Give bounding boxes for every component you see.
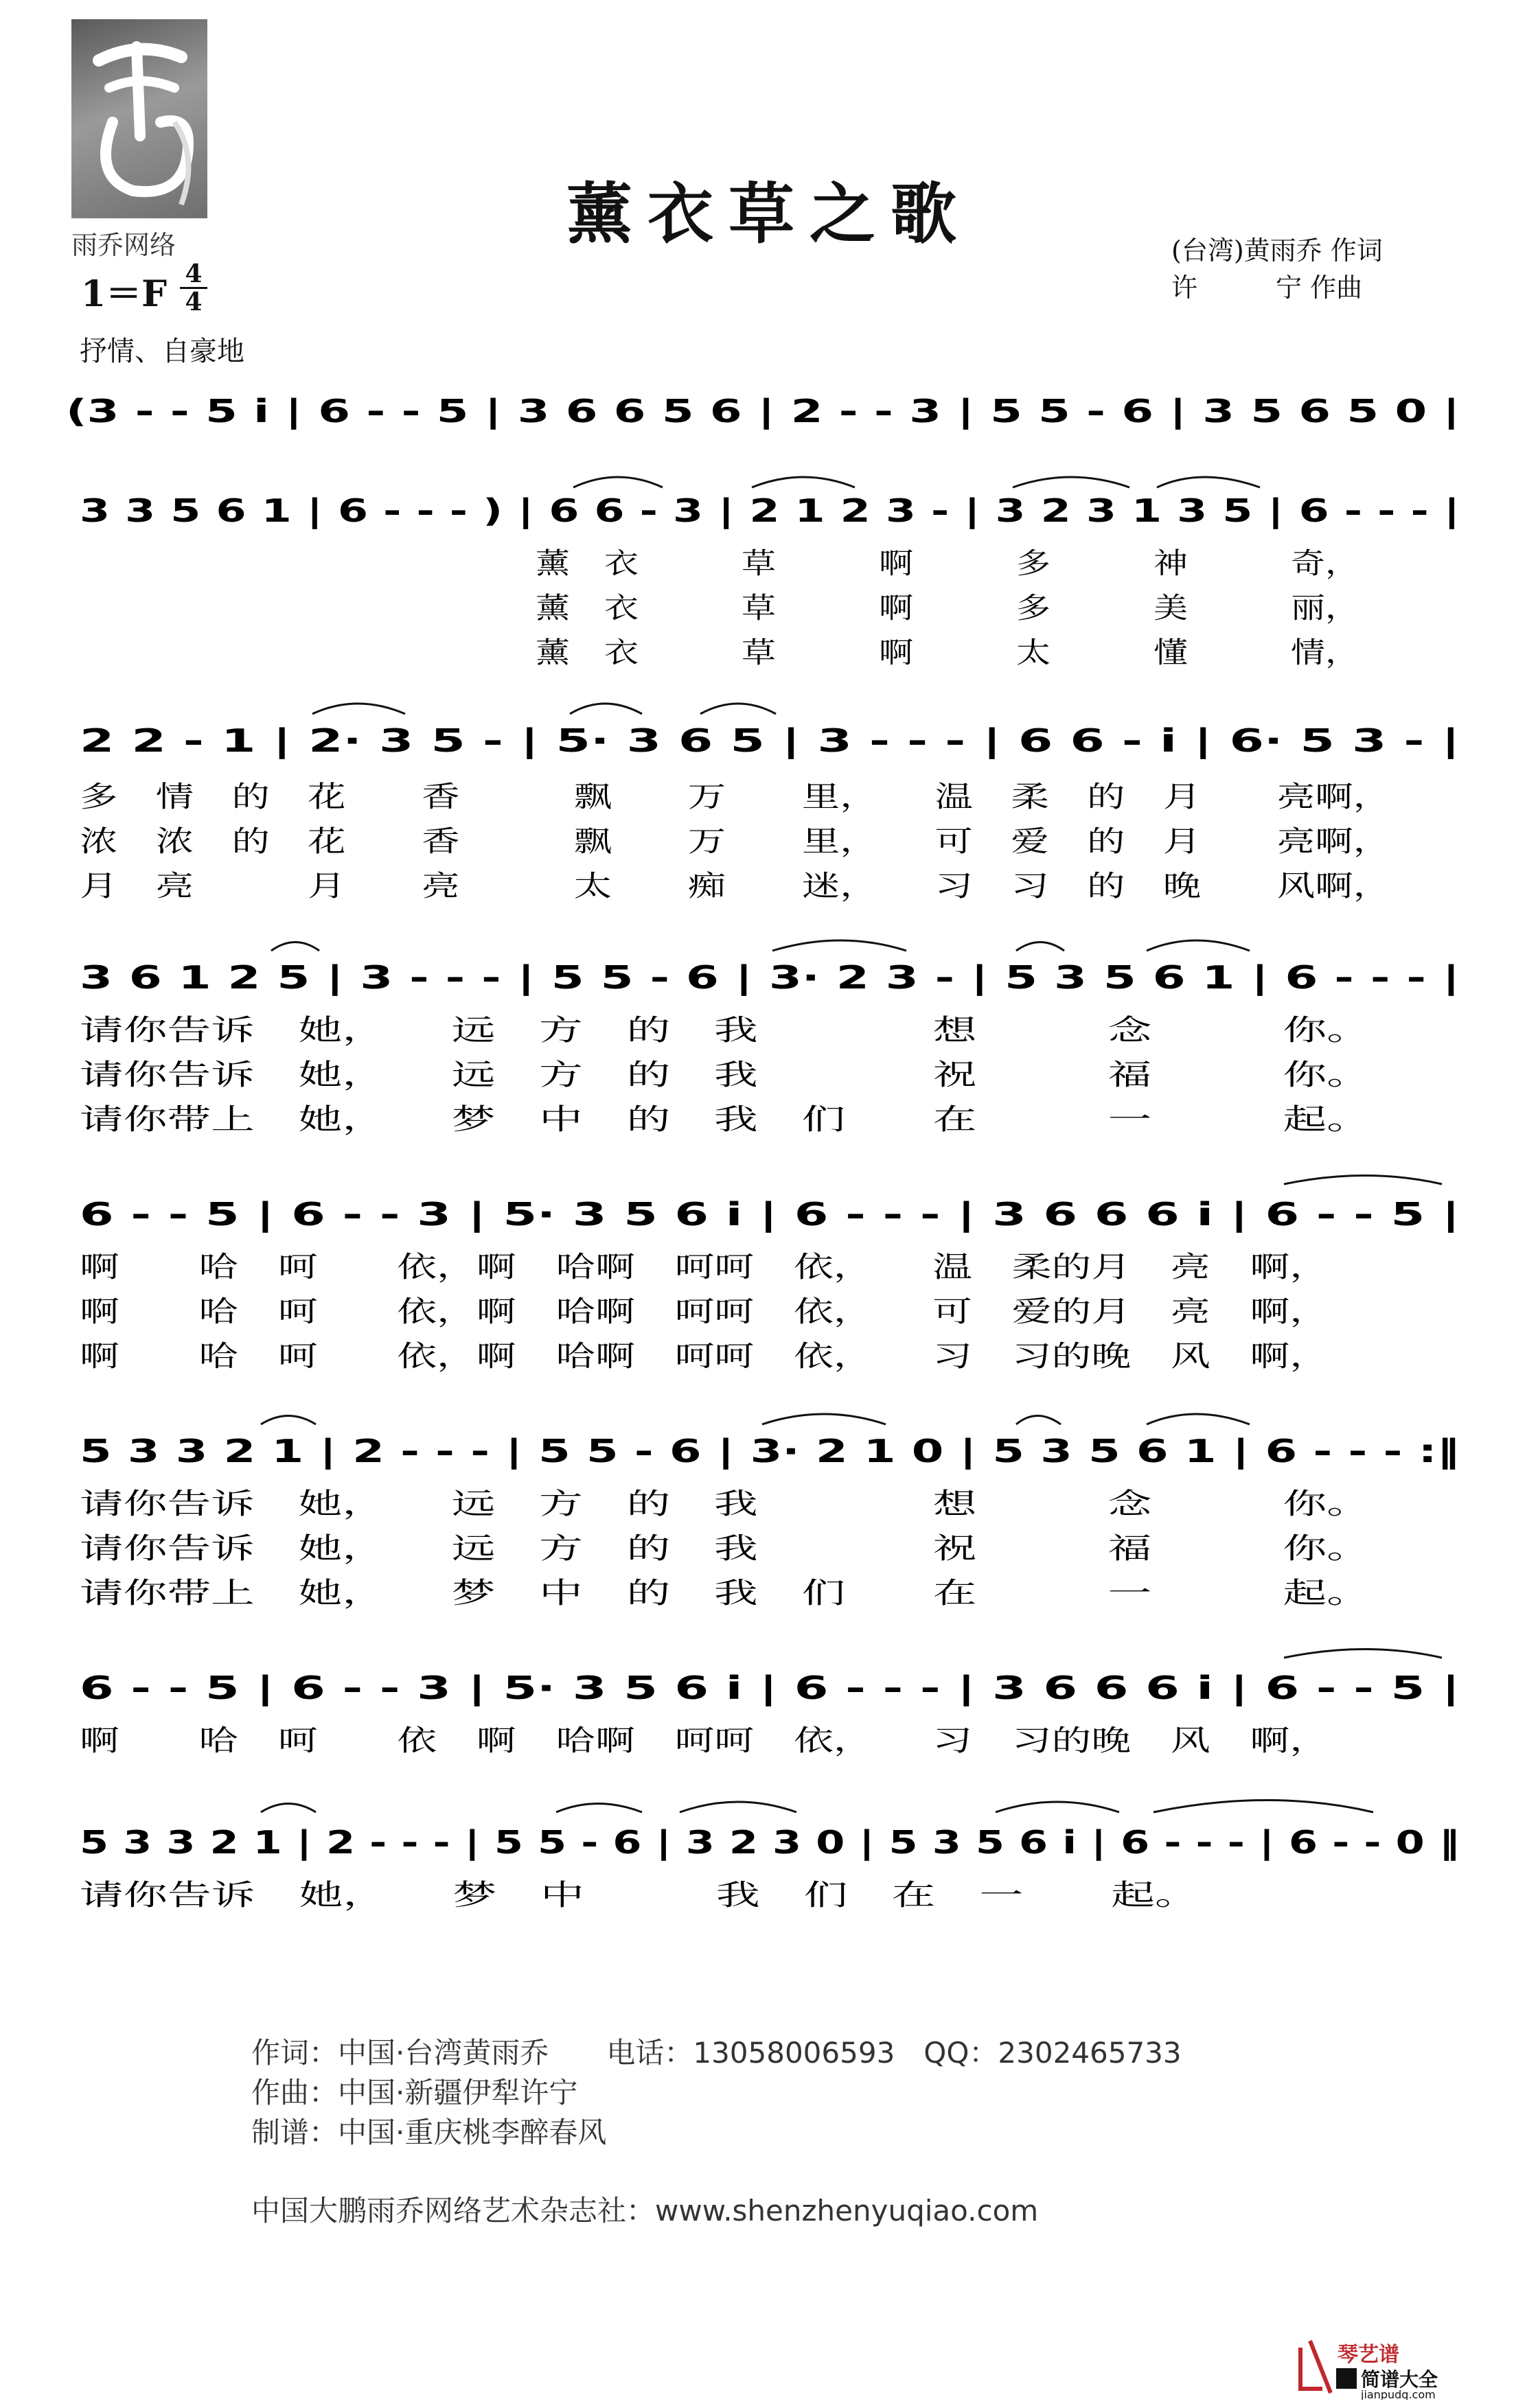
lyric-line: 多 情 的 花 香 飘 万 里， 温 柔 的 月 亮啊， [80,780,1391,813]
lyric-line: 请你告诉 她， 远 方 的 我 祝 福 你。 [80,1531,1371,1565]
lyric-line: 浓 浓 的 花 香 飘 万 里， 可 爱 的 月 亮啊， [80,824,1391,858]
notation-row-6: 5 3 3 2 1 | 2 - - - | 5 5 - 6 | 3· 2 1 0 | 5 3 5 6 1 | 6 - - - :‖ [80,1433,1029,1470]
lyricist-credit: (台湾)黄雨乔 作词 [1171,235,1383,266]
watermark-url: jianpudq.com [1361,2388,1436,2400]
lyric-line: 啊 哈 呵 依，啊 哈啊 呵呵 依， 温 柔的月 亮 啊， [80,1250,1329,1284]
composer-credit: 许 宁 作曲 [1171,273,1363,303]
notation-row-5: 6 - - 5 | 6 - - 3 | 5· 3 5 6 i | 6 - - - | 3 6 6 6 i | 6 - - 5 | [80,1196,972,1233]
logo-label: 雨乔网络 [71,230,176,260]
notation-row-3: 2 2 - 1 | 2· 3 5 - | 5· 3 6 5 | 3 - - - | 6 6 - i | 6· 5 3 - | [80,722,959,759]
lyric-line: 请你告诉 她， 远 方 的 我 想 念 你。 [80,1013,1371,1047]
lyric-line: 薰 衣 草 啊 太 懂 情， [536,636,1359,669]
song-title: 薰衣草之歌 [566,175,972,253]
lyric-line: 啊 哈 呵 依，啊 哈啊 呵呵 依， 习 习的晚 风 啊， [80,1339,1329,1373]
lyric-line: 啊 哈 呵 依 啊 哈啊 呵呵 依， 习 习的晚 风 啊， [80,1724,1329,1757]
lyric-line: 请你告诉 她， 梦 中 我 们 在 一 起。 [80,1878,1200,1912]
key-signature: 1＝F [81,273,168,315]
lyric-line: 请你告诉 她， 远 方 的 我 想 念 你。 [80,1487,1371,1520]
lyric-line: 啊 哈 呵 依，啊 哈啊 呵呵 依， 可 爱的月 亮 啊， [80,1295,1329,1328]
site-watermark [1295,2334,1522,2400]
notation-row-7: 6 - - 5 | 6 - - 3 | 5· 3 5 6 i | 6 - - - | 3 6 6 6 i | 6 - - 5 | [80,1669,972,1706]
footer-lyricist-contact: 作词：中国·台湾黄雨乔 电话：13058006593 QQ：2302465733 [251,2036,1182,2070]
tempo-mood: 抒情、自豪地 [80,336,244,367]
time-signature-top: 4 [185,259,203,288]
notation-row-2: 3 3 5 6 1 | 6 - - - ) | 6 6 - 3 | 2 1 2 3 - | 3 2 3 1 3 5 | 6 - - - | [80,492,1082,529]
lyric-line: 请你带上 她， 梦 中 的 我 们 在 一 起。 [80,1102,1371,1136]
footer-engraver: 制谱：中国·重庆桃李醉春风 [251,2116,607,2149]
time-signature-bottom: 4 [185,288,203,316]
lyric-line: 请你告诉 她， 远 方 的 我 祝 福 你。 [80,1058,1371,1091]
watermark-logo-icon [1300,2341,1331,2393]
footer-publisher: 中国大鹏雨乔网络艺术杂志社：www.shenzhenyuqiao.com [251,2194,1039,2227]
notation-row-1: (3 - - 5 i | 6 - - 5 | 3 6 6 5 6 | 2 - - 3 | 5 5 - 6 | 3 5 6 5 0 | [66,393,1022,430]
lyric-line: 请你带上 她， 梦 中 的 我 们 在 一 起。 [80,1576,1371,1610]
lyric-line: 薰 衣 草 啊 多 美 丽， [536,591,1359,625]
watermark-site-name: 简谱大全 [1361,2368,1438,2391]
lyric-line: 月 亮 月 亮 太 痴 迷， 习 习 的 晚 风啊， [80,869,1391,903]
notation-row-8: 5 3 3 2 1 | 2 - - - | 5 5 - 6 | 3 2 3 0 | 5 3 5 6 i | 6 - - - | 6 - - 0 ‖ [80,1824,1129,1861]
watermark-brand: 琴艺谱 [1338,2343,1399,2367]
footer-composer: 作曲：中国·新疆伊犁许宁 [251,2076,578,2109]
notation-row-4: 3 6 1 2 5 | 3 - - - | 5 5 - 6 | 3· 2 3 - | 5 3 5 6 1 | 6 - - - | [80,959,1002,996]
lyric-line: 薰 衣 草 啊 多 神 奇， [536,546,1359,580]
slur-arcs [261,477,1442,1812]
